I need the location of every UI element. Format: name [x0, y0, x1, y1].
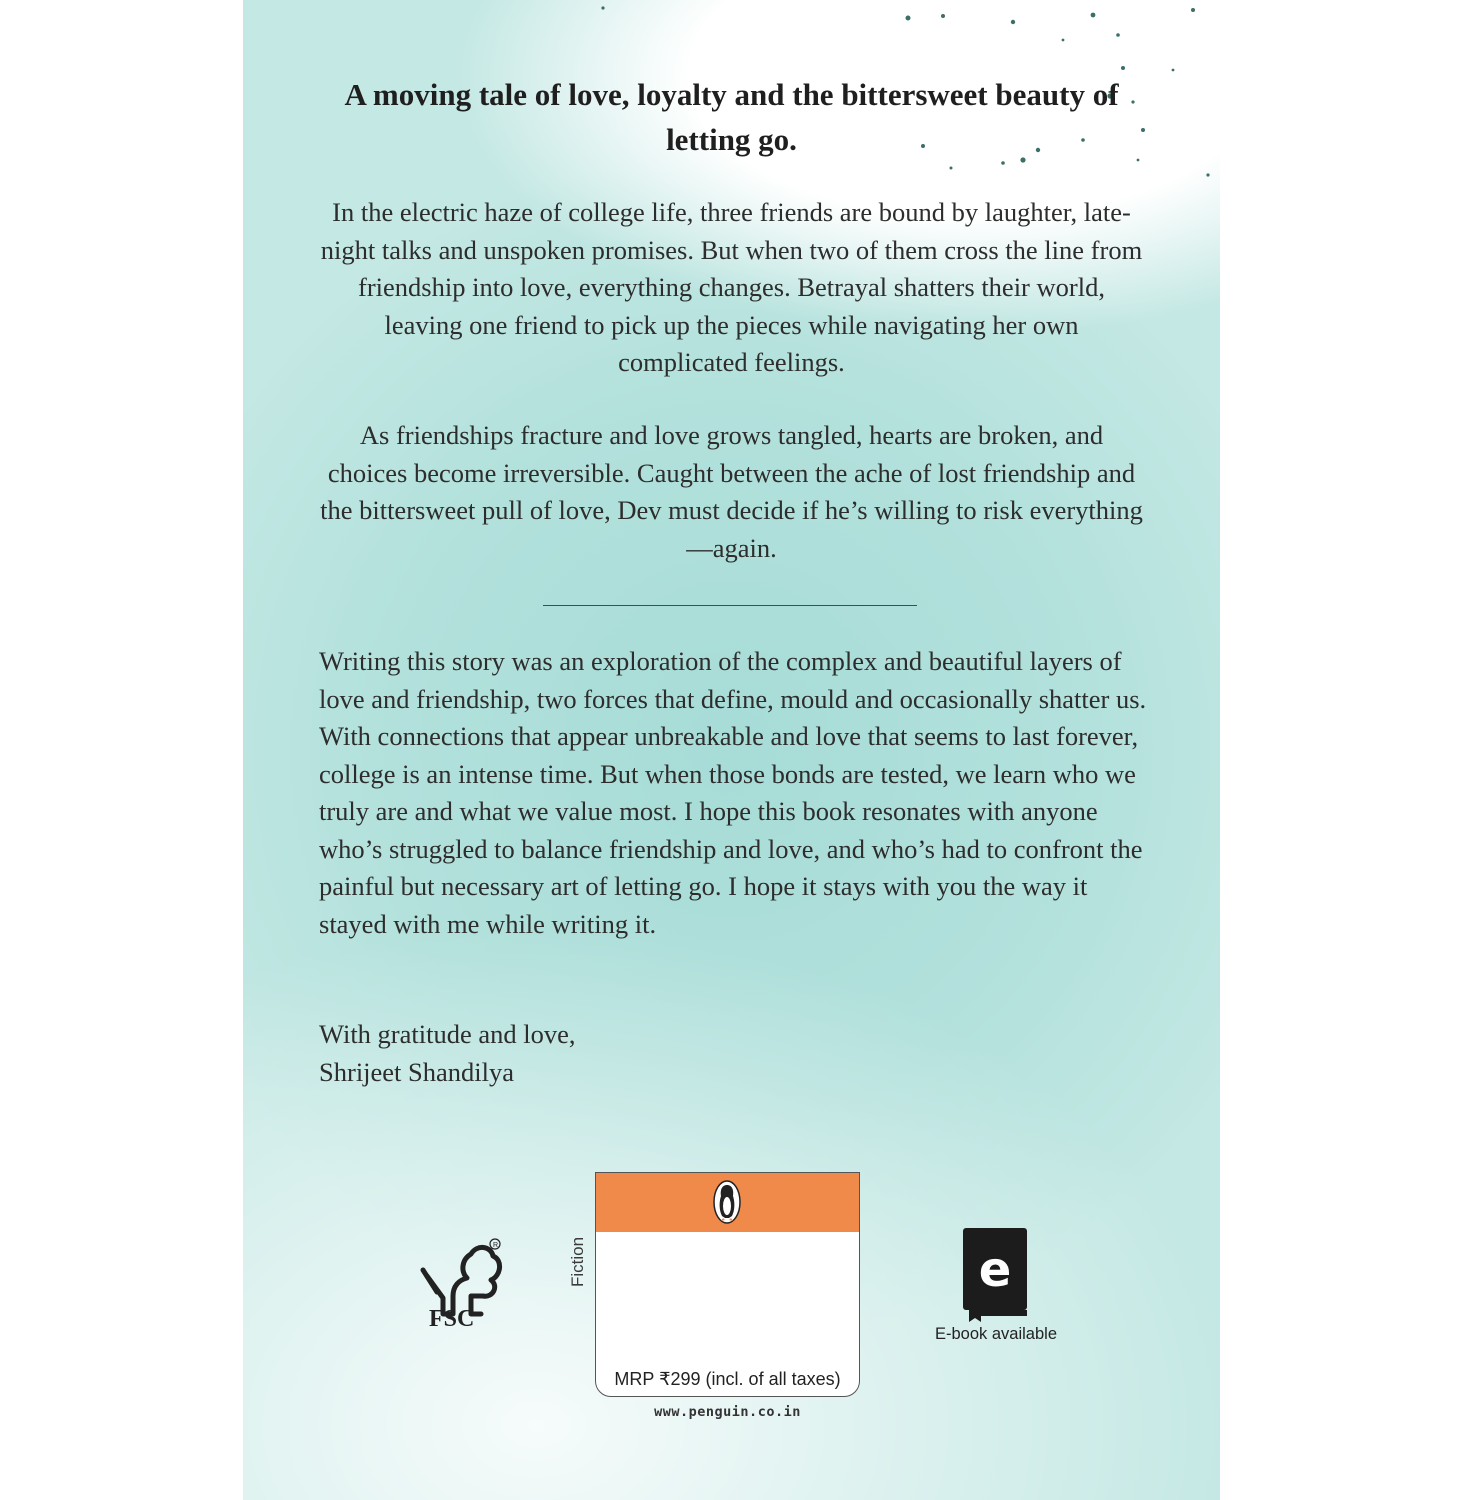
svg-text:R: R — [493, 1242, 499, 1249]
price-box-header — [596, 1173, 859, 1232]
closing-line: With gratitude and love, — [319, 1019, 576, 1049]
blurb-paragraph-2: As friendships fracture and love grows tangled, hearts are broken, and choices become irreversible. Caught between the ache of lost friendship and the bittersweet pull of love, Dev must decide if he’s willing to risk everything—again. — [320, 420, 1143, 563]
price-label: MRP ₹299 (incl. of all taxes) — [614, 1369, 841, 1389]
ebook-icon — [961, 1226, 1031, 1322]
fsc-label: FSC — [429, 1306, 475, 1332]
tagline: A moving tale of love, loyalty and the bittersweet beauty of letting go. — [344, 77, 1119, 157]
author-signoff — [319, 1016, 919, 1091]
author-signature: Shrijeet Shandilya — [319, 1056, 515, 1087]
back-cover — [243, 0, 1220, 1500]
section-divider — [543, 605, 917, 606]
publisher-website: www.penguin.co.in — [654, 1404, 801, 1420]
ebook-label: E-book available — [935, 1325, 1057, 1343]
genre-label: Fiction — [568, 1236, 587, 1287]
svg-text:e: e — [978, 1242, 1012, 1298]
blurb-paragraph-1: In the electric haze of college life, three friends are bound by laughter, late-night talks and unspoken promises. But when two of them cross the line from friendship into love, everything changes. Betrayal shatters their world, leaving one friend to pick up the pieces while navigating her own complicated feelings. — [320, 197, 1143, 377]
author-note — [319, 643, 1159, 943]
author-note-body: Writing this story was an exploration of the complex and beautiful layers of love and friendship, two forces that define, mould and occasionally shatter us. With connections that appear unbreakable and love that seems to last forever, college is an intense time. But when those bonds are tested, we learn who we truly are and what we value most. I hope this book resonates with anyone who’s struggled to balance friendship and love, and who’s had to confront the painful but necessary art of letting go. I hope it stays with you the way it stayed with me while writing it. — [319, 646, 1147, 939]
price-box — [595, 1172, 860, 1397]
penguin-logo-icon — [713, 1180, 741, 1224]
